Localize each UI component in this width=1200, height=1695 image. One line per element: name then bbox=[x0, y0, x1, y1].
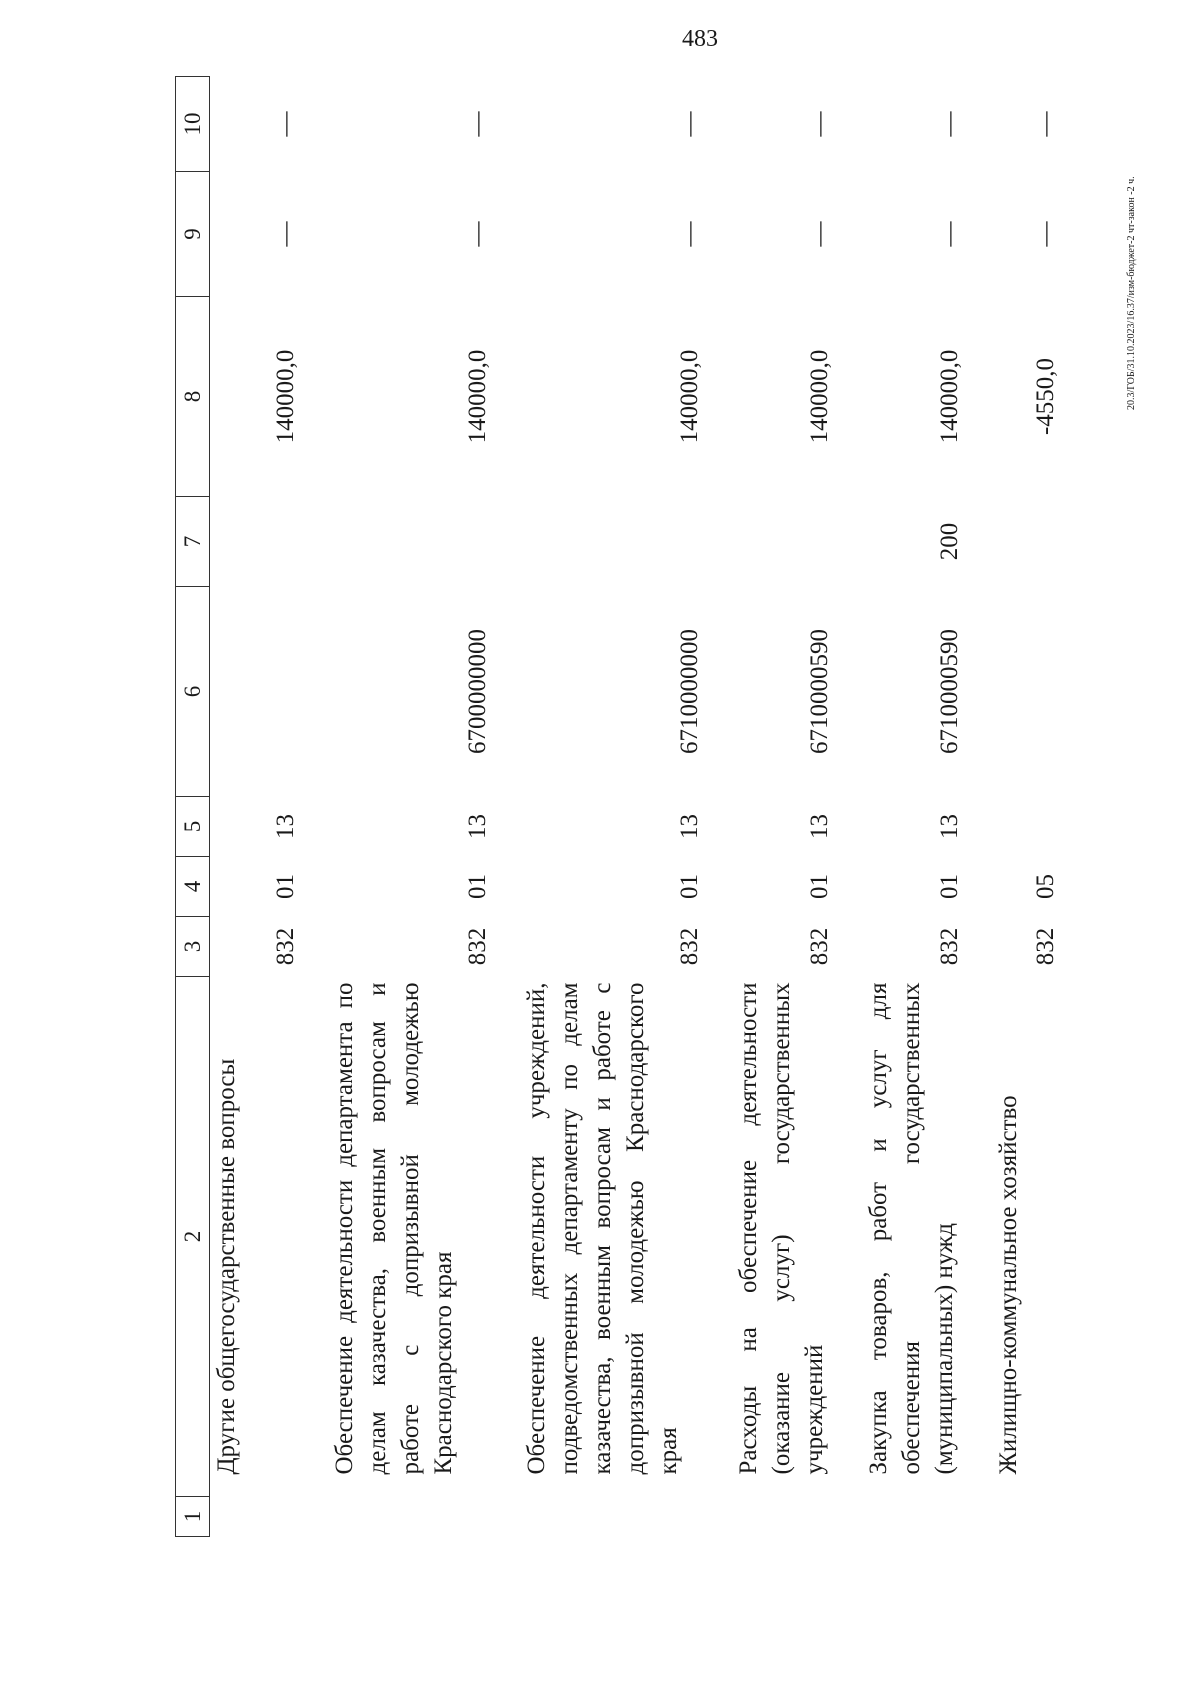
cell-name: Обеспечение деятельности департамента по делам казачества, военным вопросам и работе с допризывной молодежью Краснодарского края bbox=[330, 982, 457, 1475]
cell-c4: 01 bbox=[805, 874, 833, 899]
cell-c1 bbox=[992, 1497, 1088, 1537]
cell-c1 bbox=[328, 1497, 520, 1537]
table-row bbox=[862, 77, 992, 1537]
cell-c7 bbox=[210, 497, 328, 587]
header-col-9: 9 bbox=[176, 172, 210, 297]
cell-c8: 140000,0 bbox=[675, 349, 703, 444]
cell-c4: 01 bbox=[675, 874, 703, 899]
cell-c5: 13 bbox=[805, 814, 833, 839]
cell-c8: -4550,0 bbox=[1031, 357, 1059, 436]
cell-c3: 832 bbox=[935, 927, 963, 966]
footer-note: 20.3/ГОБ/31.10.2023/16.37/изм-бюджет-2 чт-закон -2 ч. bbox=[1126, 176, 1137, 410]
header-col-4: 4 bbox=[176, 857, 210, 917]
cell-c7: 200 bbox=[935, 522, 963, 561]
table-row bbox=[520, 77, 732, 1537]
cell-c9: — bbox=[675, 221, 703, 247]
cell-c5: 13 bbox=[675, 814, 703, 839]
cell-c10: — bbox=[805, 111, 833, 137]
cell-c3: 832 bbox=[271, 927, 299, 966]
cell-c10: — bbox=[271, 111, 299, 137]
cell-c10: — bbox=[463, 111, 491, 137]
cell-c6 bbox=[210, 587, 328, 797]
cell-c4: 01 bbox=[271, 874, 299, 899]
cell-c3: 832 bbox=[675, 927, 703, 966]
cell-c8: 140000,0 bbox=[271, 349, 299, 444]
cell-c6 bbox=[992, 587, 1088, 797]
cell-c5: 13 bbox=[935, 814, 963, 839]
cell-c6: 6710000590 bbox=[805, 629, 833, 754]
cell-c5 bbox=[992, 797, 1088, 857]
header-row bbox=[176, 77, 210, 1537]
cell-c1 bbox=[862, 1497, 992, 1537]
cell-c10: — bbox=[935, 111, 963, 137]
cell-c3: 832 bbox=[1031, 927, 1059, 966]
cell-c8: 140000,0 bbox=[463, 349, 491, 444]
cell-c1 bbox=[210, 1497, 328, 1537]
cell-c8: 140000,0 bbox=[805, 349, 833, 444]
table-row bbox=[992, 77, 1088, 1537]
cell-c6: 6700000000 bbox=[463, 629, 491, 754]
cell-c9: — bbox=[271, 221, 299, 247]
page-number: 483 bbox=[682, 26, 718, 52]
cell-c4: 01 bbox=[935, 874, 963, 899]
header-col-10: 10 bbox=[176, 77, 210, 172]
cell-c9: — bbox=[805, 221, 833, 247]
cell-c9: — bbox=[1031, 221, 1059, 247]
cell-c4: 05 bbox=[1031, 874, 1059, 899]
header-col-2: 2 bbox=[176, 977, 210, 1497]
cell-c4: 01 bbox=[463, 874, 491, 899]
cell-c3: 832 bbox=[463, 927, 491, 966]
table-row bbox=[732, 77, 862, 1537]
cell-name: Другие общегосударственные вопросы bbox=[213, 1058, 240, 1475]
cell-c5: 13 bbox=[271, 814, 299, 839]
cell-c7 bbox=[992, 497, 1088, 587]
header-col-3: 3 bbox=[176, 917, 210, 977]
cell-name: Закупка товаров, работ и услуг для обеспечения государственных (муниципальных) нужд bbox=[864, 982, 958, 1475]
cell-c9: — bbox=[935, 221, 963, 247]
cell-c10: — bbox=[675, 111, 703, 137]
header-col-6: 6 bbox=[176, 587, 210, 797]
budget-table bbox=[175, 76, 1088, 1537]
table-row bbox=[328, 77, 520, 1537]
cell-name: Обеспечение деятельности учреждений, подведомственных департаменту по делам казачества, военным вопросам и работе с допризывной молодежью Краснодарского края bbox=[522, 982, 682, 1475]
cell-c1 bbox=[520, 1497, 732, 1537]
cell-c9: — bbox=[463, 221, 491, 247]
header-col-1: 1 bbox=[176, 1497, 210, 1537]
cell-c7 bbox=[328, 497, 520, 587]
cell-c8: 140000,0 bbox=[935, 349, 963, 444]
cell-name: Жилищно-коммунальное хозяйство bbox=[994, 1095, 1022, 1475]
table-row bbox=[210, 77, 328, 1537]
header-col-7: 7 bbox=[176, 497, 210, 587]
cell-name: Расходы на обеспечение деятельности (оказание услуг) государственных учреждений bbox=[734, 982, 828, 1475]
rotated-table-container bbox=[175, 77, 1059, 1537]
cell-c6: 6710000590 bbox=[935, 629, 963, 754]
header-col-8: 8 bbox=[176, 297, 210, 497]
cell-c3: 832 bbox=[805, 927, 833, 966]
cell-c7 bbox=[732, 497, 862, 587]
header-col-5: 5 bbox=[176, 797, 210, 857]
cell-c5: 13 bbox=[463, 814, 491, 839]
cell-c6: 6710000000 bbox=[675, 629, 703, 754]
cell-c7 bbox=[520, 497, 732, 587]
cell-c1 bbox=[732, 1497, 862, 1537]
cell-c10: — bbox=[1031, 111, 1059, 137]
